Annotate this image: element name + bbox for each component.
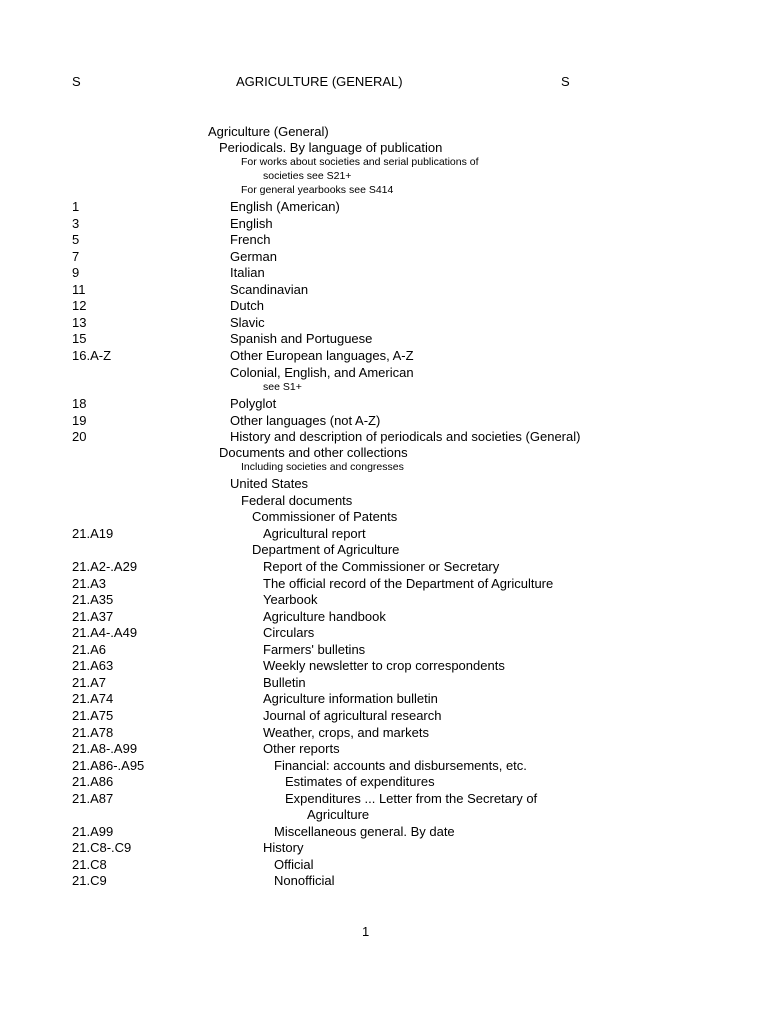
class-number: 18 — [72, 396, 87, 411]
caption-text: Department of Agriculture — [252, 542, 400, 557]
class-number: 21.C8-.C9 — [72, 840, 132, 855]
class-number: 21.A87 — [72, 791, 114, 806]
caption-text: Agriculture information bulletin — [263, 691, 438, 706]
class-number: 21.A3 — [72, 576, 106, 591]
schedule-entry — [0, 140, 768, 156]
class-number: 9 — [72, 265, 80, 280]
caption-text: Weather, crops, and markets — [263, 725, 429, 740]
schedule-entry — [0, 509, 768, 525]
caption-text: Colonial, English, and American — [230, 365, 414, 380]
schedule-entry — [0, 232, 768, 248]
schedule-entry — [0, 741, 768, 757]
caption-text: Other European languages, A-Z — [230, 348, 414, 363]
schedule-entry — [0, 592, 768, 608]
schedule-entry — [0, 642, 768, 658]
class-number: 3 — [72, 216, 80, 231]
schedule-entry — [0, 840, 768, 856]
caption-text: Documents and other collections — [219, 445, 408, 460]
schedule-entry — [0, 691, 768, 707]
caption-text: English (American) — [230, 199, 340, 214]
class-number: 1 — [72, 199, 80, 214]
schedule-entry — [0, 807, 768, 823]
schedule-entry — [0, 396, 768, 412]
schedule-entry — [0, 298, 768, 314]
class-number: 20 — [72, 429, 87, 444]
schedule-entry — [0, 857, 768, 873]
class-number: 21.A6 — [72, 642, 106, 657]
caption-text: Federal documents — [241, 493, 353, 508]
class-number: 21.A8-.A99 — [72, 741, 138, 756]
class-number: 21.C9 — [72, 873, 107, 888]
schedule-entry — [0, 791, 768, 807]
schedule-entry — [0, 216, 768, 232]
schedule-entry — [0, 476, 768, 492]
caption-text: History — [263, 840, 304, 855]
caption-text: Circulars — [263, 625, 315, 640]
schedule-note — [0, 156, 768, 169]
schedule-entry — [0, 348, 768, 364]
class-number: 21.A2-.A29 — [72, 559, 138, 574]
caption-text: Other languages (not A-Z) — [230, 413, 381, 428]
header-title: AGRICULTURE (GENERAL) — [236, 74, 403, 89]
caption-text: French — [230, 232, 271, 247]
schedule-entry — [0, 445, 768, 461]
caption-text: Other reports — [263, 741, 340, 756]
header-class-letter-left: S — [72, 74, 81, 89]
class-number: 21.A63 — [72, 658, 114, 673]
caption-text: Weekly newsletter to crop correspondents — [263, 658, 505, 673]
caption-text: English — [230, 216, 273, 231]
caption-text: Financial: accounts and disbursements, etc. — [274, 758, 527, 773]
class-number: 21.C8 — [72, 857, 107, 872]
caption-text: German — [230, 249, 277, 264]
caption-text: Expenditures ... Letter from the Secretary of — [285, 791, 538, 806]
schedule-entry — [0, 282, 768, 298]
schedule-entry — [0, 493, 768, 509]
class-number: 21.A37 — [72, 609, 114, 624]
class-number: 21.A99 — [72, 824, 114, 839]
caption-text: Bulletin — [263, 675, 306, 690]
schedule-entry — [0, 609, 768, 625]
schedule-entry — [0, 331, 768, 347]
schedule-entry — [0, 708, 768, 724]
class-number: 21.A78 — [72, 725, 114, 740]
header-class-letter-right: S — [561, 74, 570, 89]
caption-text: Journal of agricultural research — [263, 708, 442, 723]
caption-text: Spanish and Portuguese — [230, 331, 373, 346]
caption-text: Miscellaneous general. By date — [274, 824, 455, 839]
caption-text: Dutch — [230, 298, 264, 313]
schedule-entry — [0, 725, 768, 741]
schedule-entry — [0, 526, 768, 542]
class-number: 21.A86-.A95 — [72, 758, 145, 773]
class-number: 21.A74 — [72, 691, 114, 706]
class-number: 21.A19 — [72, 526, 114, 541]
note-text: societies see S21+ — [263, 170, 352, 182]
caption-text: Agriculture (General) — [208, 124, 329, 139]
caption-text: The official record of the Department of Agriculture — [263, 576, 554, 591]
schedule-entry — [0, 413, 768, 429]
schedule-entry — [0, 576, 768, 592]
caption-text: Polyglot — [230, 396, 277, 411]
schedule-entry — [0, 559, 768, 575]
schedule-entry — [0, 265, 768, 281]
page-number: 1 — [362, 924, 370, 939]
caption-text: Italian — [230, 265, 265, 280]
caption-text: Periodicals. By language of publication — [219, 140, 443, 155]
schedule-entry — [0, 675, 768, 691]
class-number: 13 — [72, 315, 87, 330]
class-number: 5 — [72, 232, 80, 247]
class-number: 21.A86 — [72, 774, 114, 789]
class-number: 11 — [72, 282, 86, 297]
class-number: 15 — [72, 331, 87, 346]
schedule-entry — [0, 625, 768, 641]
class-number: 7 — [72, 249, 80, 264]
schedule-note — [0, 170, 768, 183]
caption-text: Farmers' bulletins — [263, 642, 366, 657]
schedule-entry — [0, 542, 768, 558]
schedule-entry — [0, 199, 768, 215]
class-number: 19 — [72, 413, 87, 428]
caption-text: Report of the Commissioner or Secretary — [263, 559, 500, 574]
caption-text: Yearbook — [263, 592, 318, 607]
schedule-note — [0, 381, 768, 394]
schedule-entry — [0, 658, 768, 674]
schedule-entry — [0, 429, 768, 445]
class-number: 21.A75 — [72, 708, 114, 723]
caption-text: Agricultural report — [263, 526, 366, 541]
caption-text: Agriculture handbook — [263, 609, 386, 624]
schedule-entry — [0, 774, 768, 790]
caption-text: Scandinavian — [230, 282, 309, 297]
class-number: 16.A-Z — [72, 348, 112, 363]
note-text: For general yearbooks see S414 — [241, 184, 394, 196]
schedule-entry — [0, 124, 768, 140]
caption-text: United States — [230, 476, 309, 491]
schedule-entry — [0, 315, 768, 331]
class-number: 21.A4-.A49 — [72, 625, 138, 640]
caption-text: Slavic — [230, 315, 265, 330]
schedule-note — [0, 184, 768, 197]
caption-text: Commissioner of Patents — [252, 509, 398, 524]
schedule-entry — [0, 249, 768, 265]
class-number: 12 — [72, 298, 87, 313]
schedule-entry — [0, 824, 768, 840]
caption-text: Estimates of expenditures — [285, 774, 435, 789]
note-text: see S1+ — [263, 381, 302, 393]
schedule-entry — [0, 758, 768, 774]
schedule-entry — [0, 365, 768, 381]
caption-text: History and description of periodicals and societies (General) — [230, 429, 581, 444]
class-number: 21.A7 — [72, 675, 106, 690]
schedule-entry — [0, 873, 768, 889]
caption-text: Nonofficial — [274, 873, 335, 888]
caption-text: Official — [274, 857, 314, 872]
schedule-note — [0, 461, 768, 474]
class-number: 21.A35 — [72, 592, 114, 607]
note-text: For works about societies and serial publications of — [241, 156, 479, 168]
note-text: Including societies and congresses — [241, 461, 404, 473]
caption-text: Agriculture — [307, 807, 370, 822]
